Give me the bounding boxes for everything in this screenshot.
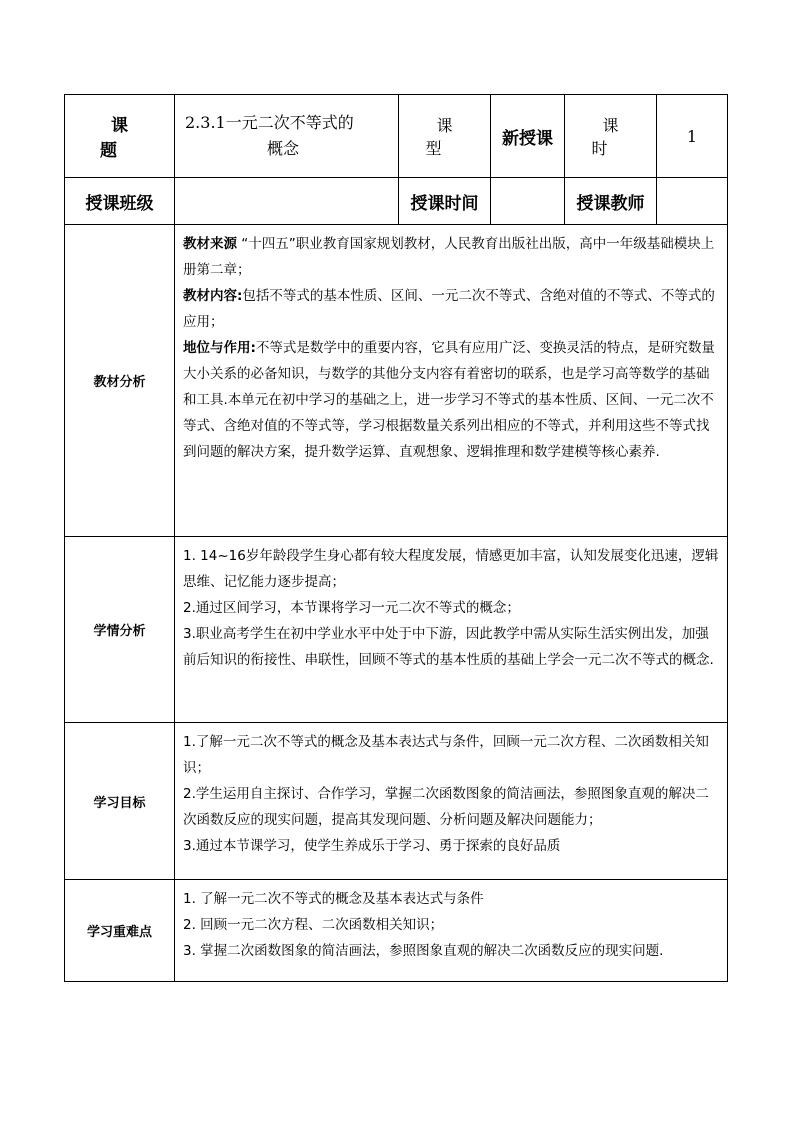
section-students (65, 537, 728, 723)
header-row-topic (65, 95, 728, 178)
header-row-class (65, 178, 728, 225)
students-item-3: 3.职业高考学生在初中学业水平中处于中下游，因此教学中需从实际生活实例出发，加强前后知识的衔接性、串联性，回顾不等式的基本性质的基础上学会一元二次不等式的概念. (183, 626, 714, 668)
type-value: 新授课 (491, 95, 565, 178)
students-content (175, 537, 728, 723)
goals-content (175, 723, 728, 880)
keypoints-content (175, 880, 728, 982)
label-topic: 课 题 (65, 95, 175, 178)
label-time: 授课时间 (399, 178, 491, 225)
keypoints-item-1: 1. 了解一元二次不等式的概念及基本表达式与条件 (183, 891, 484, 907)
material-label: 教材分析 (65, 225, 175, 537)
goals-item-1: 1.了解一元二次不等式的概念及基本表达式与条件，回顾一元二次方程、二次函数相关知识； (183, 734, 709, 776)
topic-value (175, 95, 399, 178)
time-value (491, 178, 565, 225)
keypoints-item-2: 2. 回顾一元二次方程、二次函数相关知识； (183, 917, 444, 933)
keypoints-label: 学习重难点 (65, 880, 175, 982)
material-content (175, 225, 728, 537)
label-teacher: 授课教师 (565, 178, 657, 225)
goals-item-2: 2.学生运用自主探讨、合作学习，掌握二次函数图象的简洁画法，参照图象直观的解决二次函数反应的现实问题，提高其发现问题、分析问题及解决问题能力； (183, 786, 709, 828)
period-value: 1 (657, 95, 728, 178)
goals-item-3: 3.通过本节课学习，使学生养成乐于学习、勇于探索的良好品质 (183, 838, 561, 854)
topic-line-2: 概念 (267, 139, 300, 158)
label-type: 课 型 (399, 95, 491, 178)
section-goals (65, 723, 728, 880)
goals-label: 学习目标 (65, 723, 175, 880)
teacher-value (657, 178, 728, 225)
label-period: 课 时 (565, 95, 657, 178)
topic-line-1: 2.3.1一元二次不等式的 (185, 113, 354, 132)
class-value (175, 178, 399, 225)
section-keypoints (65, 880, 728, 982)
material-item-position: 地位与作用:不等式是数学中的重要内容，它具有应用广泛、变换灵活的特点，是研究数量大小关系的必备知识，与数学的其他分支内容有着密切的联系，也是学习高等数学的基础和工具.本单元在初中学习的基础之上，进一步学习不等式的基本性质、区间、一元二次不等式、含绝对值的不等式等，学习根据数量关系列出相应的不等式，并利用这些不等式找到问题的解决方案，提升数学运算、直观想象、逻辑推理和数学建模等核心素养. (183, 340, 715, 460)
material-item-source: 教材来源 “十四五”职业教育国家规划教材，人民教育出版社出版，高中一年级基础模块上册第二章； (183, 236, 715, 278)
material-item-content: 教材内容:包括不等式的基本性质、区间、一元二次不等式、含绝对值的不等式、不等式的应用； (183, 288, 715, 330)
section-material (65, 225, 728, 537)
label-class: 授课班级 (65, 178, 175, 225)
students-item-2: 2.通过区间学习，本节课将学习一元二次不等式的概念； (183, 600, 520, 616)
keypoints-item-3: 3. 掌握二次函数图象的简洁画法，参照图象直观的解决二次函数反应的现实问题. (183, 943, 664, 959)
students-label: 学情分析 (65, 537, 175, 723)
lesson-plan-table (64, 94, 728, 982)
students-item-1: 1. 14~16岁年龄段学生身心都有较大程度发展，情感更加丰富，认知发展变化迅速，逻辑思维、记忆能力逐步提高； (183, 548, 719, 590)
